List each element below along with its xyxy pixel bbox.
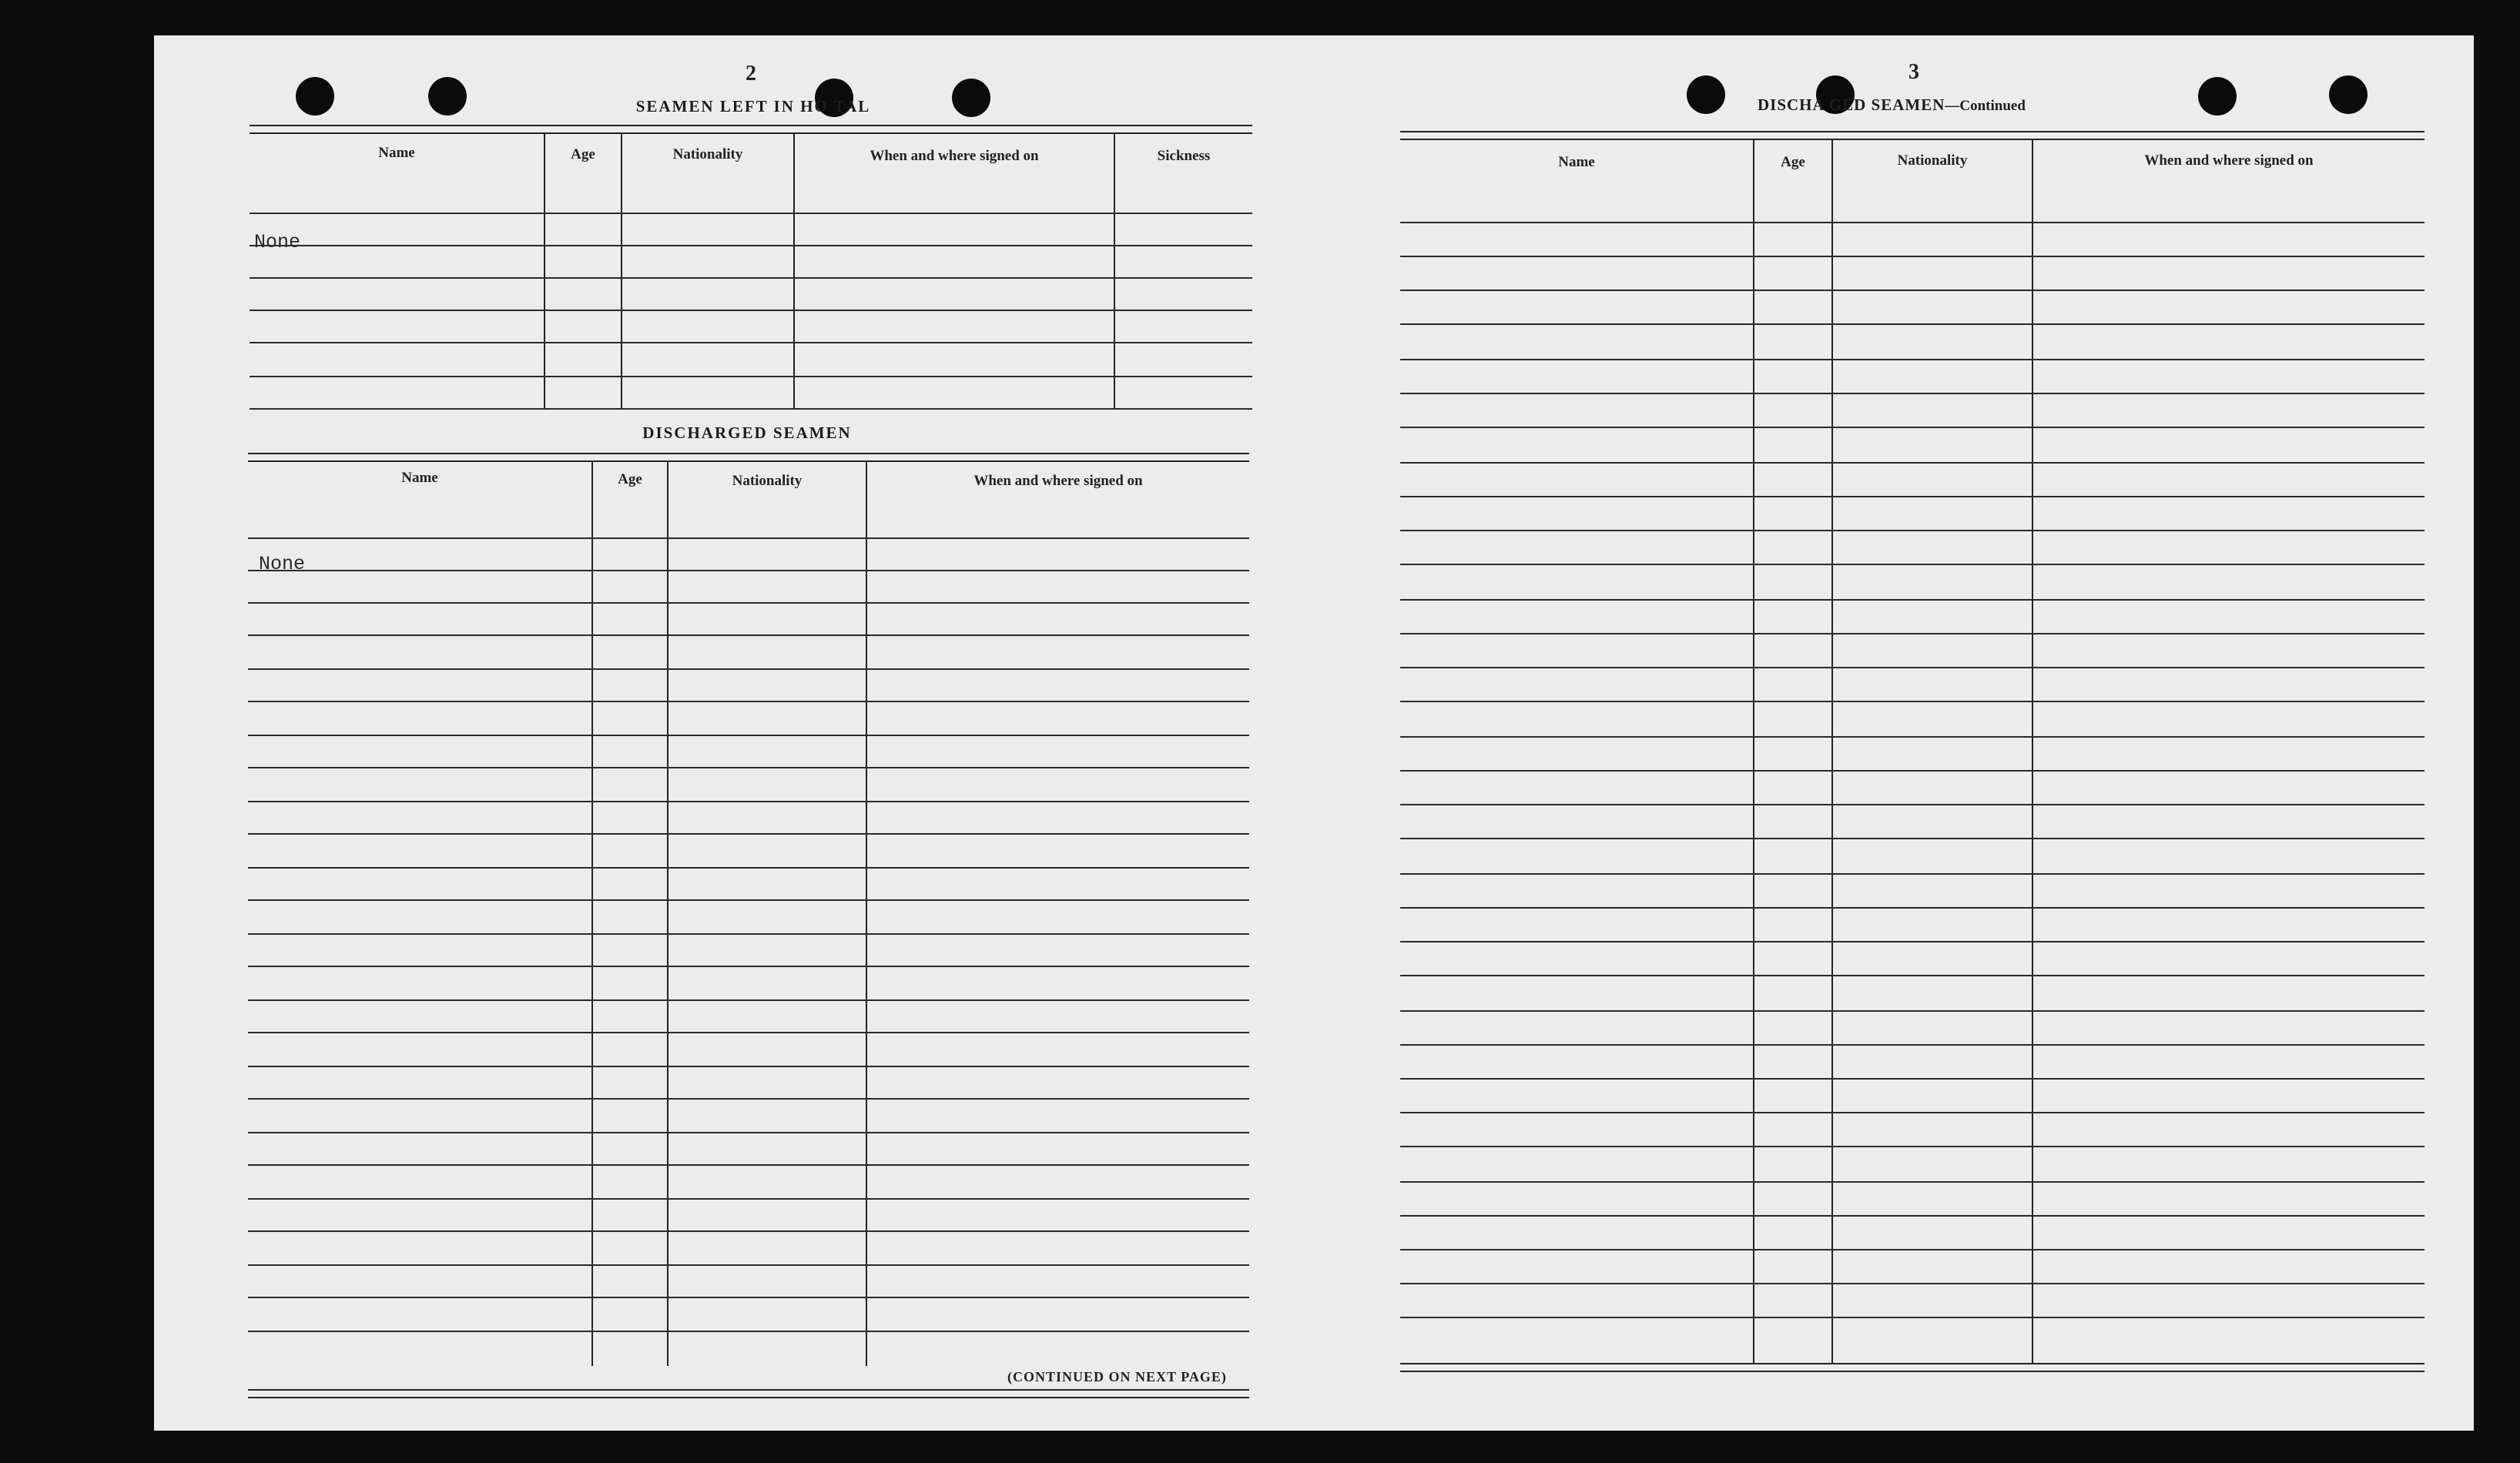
punch-hole [2198, 77, 2237, 116]
col-header-age: Age [618, 471, 642, 487]
col-header-nationality: Nationality [672, 146, 743, 162]
continued-suffix: —Continued [1945, 98, 2026, 114]
col-header-signed-on: When and where signed on [973, 473, 1143, 489]
col-header-age: Age [571, 146, 595, 162]
punch-hole [1687, 75, 1725, 114]
col-header-signed-on: When and where signed on [870, 148, 1039, 164]
discharged-entry-none: None [259, 553, 306, 575]
punch-hole [428, 77, 467, 116]
punch-hole [2329, 75, 2368, 114]
col-header-signed-on: When and where signed on [2144, 152, 2314, 169]
col-header-nationality: Nationality [1897, 152, 1968, 169]
discharged-table-left [248, 453, 1249, 1404]
discharged-table-right [1400, 131, 2424, 1394]
col-header-name: Name [401, 470, 438, 486]
hospital-table [250, 125, 1252, 442]
discharged-continued-title-main: DISCHA GED SEAMEN [1758, 95, 1945, 114]
col-header-nationality: Nationality [732, 473, 803, 489]
col-header-name: Name [1558, 154, 1595, 170]
hospital-section-title: SEAMEN LEFT IN HO TAL [635, 97, 871, 116]
left-page-number: 2 [746, 62, 756, 85]
col-header-sickness: Sickness [1157, 148, 1211, 164]
col-header-age: Age [1781, 154, 1805, 170]
hospital-entry-none: None [254, 231, 301, 253]
punch-hole [952, 79, 990, 117]
ledger-sheet [154, 35, 2474, 1431]
discharged-continued-title [1758, 95, 2026, 115]
punch-hole [296, 77, 334, 116]
discharged-section-title: DISCHARGED SEAMEN [642, 424, 852, 442]
right-page-number: 3 [1908, 60, 1919, 84]
col-header-name: Name [378, 145, 415, 161]
continued-note: (CONTINUED ON NEXT PAGE) [1007, 1369, 1227, 1384]
